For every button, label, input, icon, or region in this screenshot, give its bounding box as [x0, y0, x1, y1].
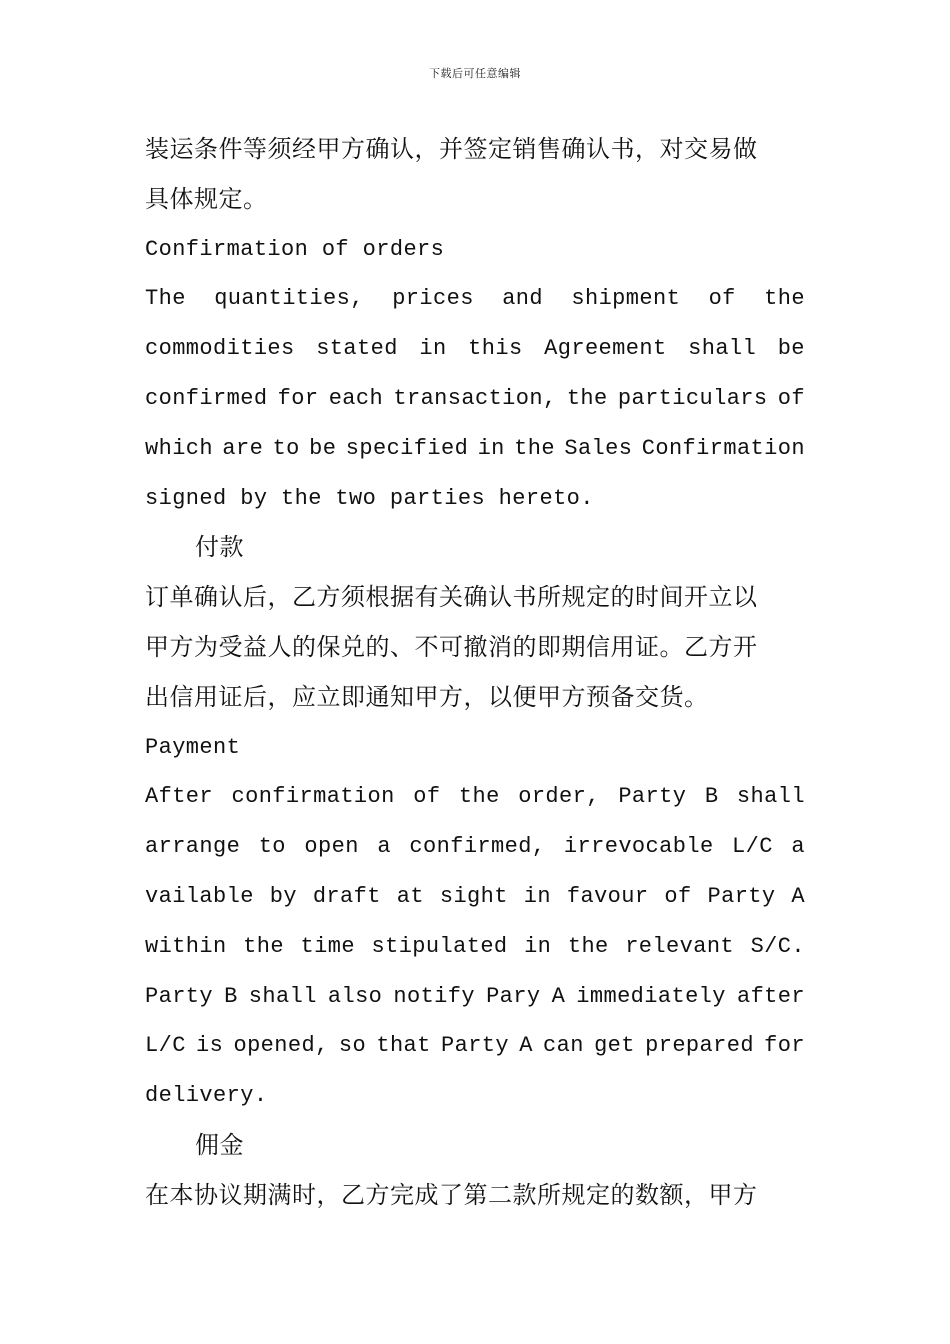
- word: Sales: [564, 435, 633, 461]
- word: particulars: [617, 385, 768, 411]
- word: each: [328, 385, 384, 411]
- word: opened,: [233, 1033, 329, 1059]
- word: within: [145, 933, 227, 959]
- word: favour: [566, 883, 649, 909]
- word: the: [243, 933, 284, 959]
- word: time: [300, 933, 355, 959]
- word: get: [594, 1033, 635, 1059]
- document-body: [145, 125, 805, 1221]
- word: to: [258, 834, 286, 860]
- section-heading: 付款: [195, 533, 244, 562]
- text-line: [145, 972, 805, 1022]
- word: of: [413, 784, 441, 810]
- word: shall: [248, 983, 317, 1009]
- word: The: [145, 286, 186, 312]
- word: can: [543, 1033, 584, 1059]
- word: a: [377, 834, 391, 860]
- word: so: [338, 1033, 367, 1059]
- word: be: [309, 435, 337, 461]
- text-line: [145, 324, 805, 374]
- word: vailable: [145, 883, 254, 909]
- text-line: 具体规定。: [145, 184, 268, 213]
- text-line: [145, 274, 805, 324]
- word: confirmed,: [409, 834, 546, 860]
- text-line: [145, 922, 805, 972]
- text-line: [145, 772, 805, 822]
- word: for: [277, 385, 319, 411]
- word: prices: [392, 286, 474, 312]
- word: and: [502, 286, 543, 312]
- word: notify: [393, 983, 475, 1009]
- text-line: [145, 872, 805, 922]
- text-line: Payment: [145, 734, 241, 760]
- word: in: [477, 435, 505, 461]
- text-line: [145, 374, 805, 424]
- word: shall: [736, 784, 805, 810]
- word: Party: [145, 983, 214, 1009]
- word: this: [468, 336, 523, 362]
- word: A: [519, 1033, 533, 1059]
- word: in: [523, 883, 551, 909]
- word: A: [791, 883, 805, 909]
- word: by: [269, 883, 297, 909]
- word: sight: [439, 883, 508, 909]
- word: transaction,: [393, 385, 557, 411]
- word: after: [736, 983, 805, 1009]
- word: L/C: [145, 1033, 186, 1059]
- word: quantities,: [214, 286, 364, 312]
- word: in: [524, 933, 552, 959]
- word: at: [396, 883, 424, 909]
- word: which: [145, 435, 214, 461]
- word: prepared: [645, 1033, 754, 1059]
- word: the: [566, 385, 608, 411]
- word: of: [708, 286, 736, 312]
- text-line: Confirmation of orders: [145, 236, 445, 262]
- word: draft: [312, 883, 381, 909]
- word: are: [222, 435, 264, 461]
- section-heading: 佣金: [195, 1130, 244, 1159]
- word: B: [224, 983, 238, 1009]
- word: A: [551, 983, 566, 1009]
- word: Confirmation: [641, 435, 805, 461]
- word: the: [567, 933, 609, 959]
- text-line: 装运条件等须经甲方确认，并签定销售确认书，对交易做: [145, 135, 758, 163]
- word: stated: [316, 336, 398, 362]
- word: stipulated: [371, 933, 508, 959]
- text-line: [145, 1021, 805, 1071]
- word: the: [514, 435, 555, 461]
- word: arrange: [145, 834, 241, 860]
- text-line: 甲方为受益人的保兑的、不可撤消的即期信用证。乙方开: [145, 632, 758, 661]
- word: the: [458, 784, 500, 810]
- word: be: [777, 336, 805, 362]
- word: Party: [618, 784, 687, 810]
- word: open: [304, 834, 359, 860]
- word: shall: [688, 336, 757, 362]
- text-line: 出信用证后，应立即通知甲方，以便甲方预备交货。: [145, 682, 709, 711]
- word: is: [196, 1033, 224, 1059]
- word: order,: [518, 784, 600, 810]
- word: Pary: [486, 983, 541, 1009]
- text-line: 订单确认后，乙方须根据有关确认书所规定的时间开立以: [145, 583, 758, 612]
- text-line: [145, 822, 805, 872]
- word: relevant: [625, 933, 735, 959]
- word: in: [419, 336, 447, 362]
- word: L/C: [732, 834, 773, 860]
- word: B: [704, 784, 719, 810]
- word: Party: [707, 883, 776, 909]
- word: also: [327, 983, 383, 1009]
- word: specified: [345, 435, 469, 461]
- word: that: [376, 1033, 431, 1059]
- word: After: [145, 784, 214, 810]
- text-line: signed by the two parties hereto.: [145, 485, 594, 511]
- word: shipment: [571, 286, 681, 312]
- text-line: 在本协议期满时，乙方完成了第二款所规定的数额，甲方: [145, 1180, 758, 1209]
- word: Agreement: [544, 336, 667, 362]
- word: confirmed: [145, 385, 268, 411]
- word: confirmation: [231, 784, 395, 810]
- word: for: [764, 1033, 805, 1059]
- word: Party: [440, 1033, 509, 1059]
- word: irrevocable: [563, 834, 714, 860]
- word: immediately: [576, 983, 726, 1009]
- text-line: [145, 424, 805, 474]
- word: of: [664, 883, 692, 909]
- word: a: [791, 834, 805, 860]
- text-line: delivery.: [145, 1083, 268, 1109]
- word: of: [777, 385, 805, 411]
- word: S/C.: [750, 933, 805, 959]
- word: commodities: [145, 336, 295, 362]
- word: to: [272, 435, 300, 461]
- word: the: [764, 286, 805, 312]
- page-header: 下载后可任意编辑: [429, 67, 521, 80]
